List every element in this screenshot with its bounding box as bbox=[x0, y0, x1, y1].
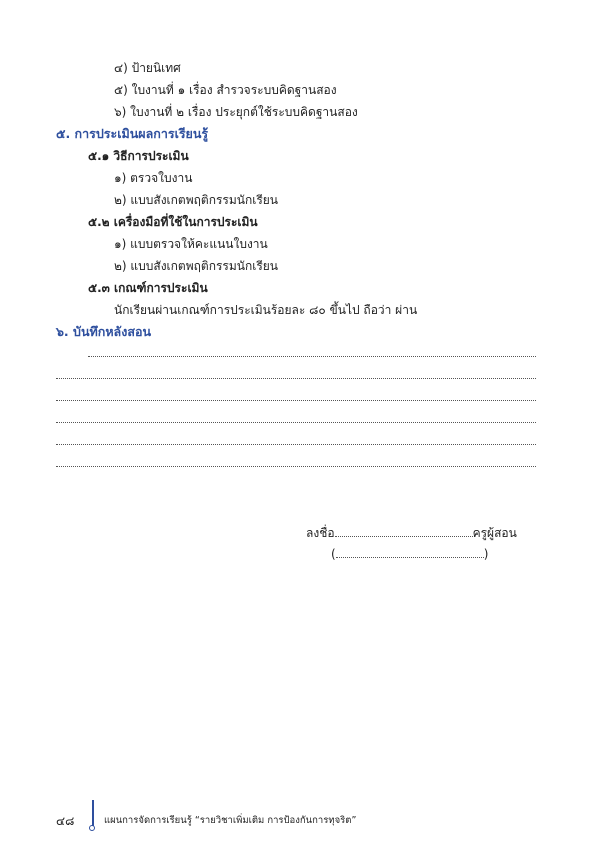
note-line bbox=[56, 400, 536, 401]
page-footer bbox=[56, 812, 357, 831]
note-line bbox=[56, 444, 536, 445]
open-paren: ( bbox=[331, 547, 336, 561]
list-item: ๒) แบบสังเกตพฤติกรรมนักเรียน bbox=[114, 193, 279, 207]
close-paren: ) bbox=[483, 547, 489, 561]
note-line bbox=[56, 422, 536, 423]
page-number: ๔๘ bbox=[56, 814, 75, 828]
note-line bbox=[56, 378, 536, 379]
sign-label: ลงชื่อ bbox=[306, 526, 335, 540]
signature-blank bbox=[335, 526, 473, 537]
section-heading-evaluation: ๕. การประเมินผลการเรียนรู้ bbox=[56, 126, 209, 141]
list-item: ๒) แบบสังเกตพฤติกรรมนักเรียน bbox=[114, 259, 279, 273]
list-item: ๖) ใบงานที่ ๒ เรื่อง ประยุกต์ใช้ระบบคิดฐานสอง bbox=[114, 105, 358, 119]
name-line bbox=[331, 546, 488, 562]
footer-title: แผนการจัดการเรียนรู้ “รายวิชาเพิ่มเติม การป้องกันการทุจริต” bbox=[104, 815, 357, 826]
list-item: ๔) ป้ายนิเทศ bbox=[114, 61, 181, 75]
list-item: ๑) แบบตรวจให้คะแนนใบงาน bbox=[114, 237, 268, 251]
role-label: ครูผู้สอน bbox=[472, 526, 517, 540]
list-item: ๕) ใบงานที่ ๑ เรื่อง สำรวจระบบคิดฐานสอง bbox=[114, 83, 337, 97]
footer-dot-icon bbox=[89, 825, 95, 831]
criteria-text: นักเรียนผ่านเกณฑ์การประเมินร้อยละ ๘๐ ขึ้นไป ถือว่า ผ่าน bbox=[114, 303, 418, 317]
subsection-heading-method: ๕.๑ วิธีการประเมิน bbox=[88, 149, 189, 163]
note-line bbox=[56, 466, 536, 467]
note-line bbox=[88, 356, 536, 357]
subsection-heading-criteria: ๕.๓ เกณฑ์การประเมิน bbox=[88, 281, 208, 295]
signature-line bbox=[306, 525, 517, 541]
footer-bar-icon bbox=[92, 800, 94, 826]
section-heading-post-teaching-notes: ๖. บันทึกหลังสอน bbox=[56, 324, 152, 339]
subsection-heading-tools: ๕.๒ เครื่องมือที่ใช้ในการประเมิน bbox=[88, 215, 258, 229]
list-item: ๑) ตรวจใบงาน bbox=[114, 171, 193, 185]
name-blank bbox=[336, 547, 484, 558]
